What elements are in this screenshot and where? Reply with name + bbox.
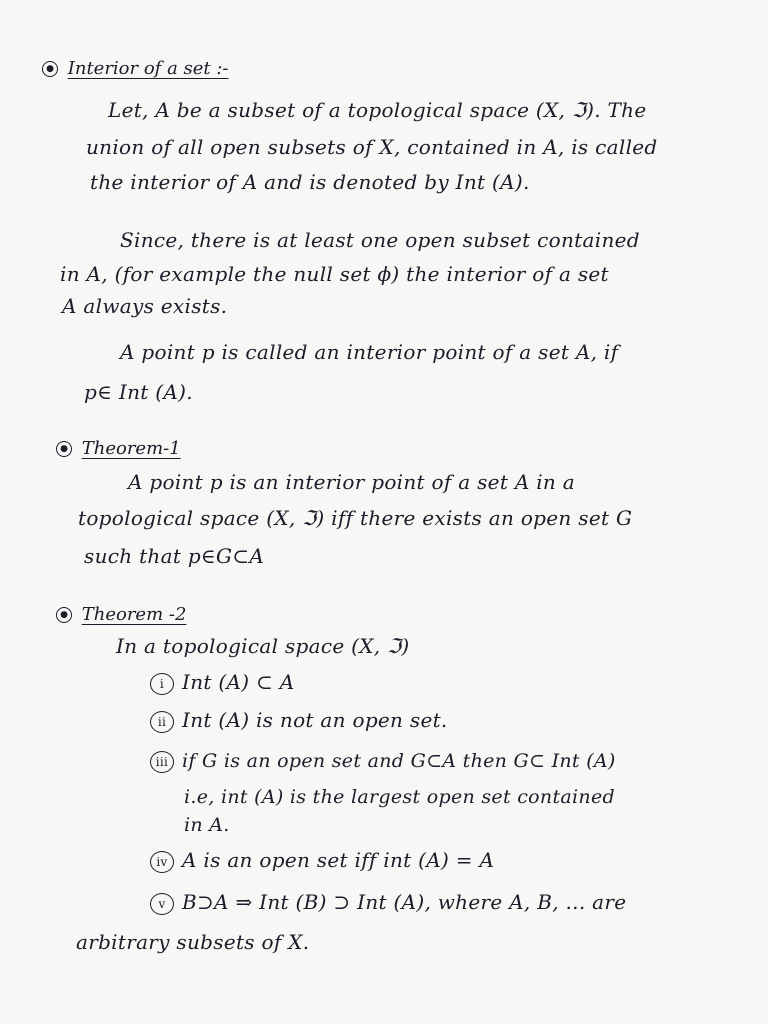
definition-line-3: the interior of A and is denoted by Int (A). bbox=[90, 170, 530, 194]
existence-line-1: Since, there is at least one open subset contained bbox=[120, 228, 640, 252]
theorem-1-line-1: A point p is an interior point of a set A in a bbox=[128, 470, 575, 494]
roman-numeral-badge: ii bbox=[150, 711, 174, 733]
existence-line-2: in A, (for example the null set ϕ) the interior of a set bbox=[60, 262, 609, 286]
roman-numeral-badge: v bbox=[150, 893, 174, 915]
theorem-2-item-3 bbox=[150, 750, 616, 773]
bullet-icon: ● bbox=[56, 607, 72, 623]
existence-line-3: A always exists. bbox=[62, 294, 228, 318]
item-text: if G is an open set and G⊂A then G⊂ Int (A) bbox=[182, 750, 616, 772]
theorem-2-item-5 bbox=[150, 890, 626, 915]
theorem-2-closing: arbitrary subsets of X. bbox=[76, 930, 310, 954]
definition-line-1: Let, A be a subset of a topological space (X, ℑ). The bbox=[108, 98, 647, 122]
theorem-1-line-3: such that p∈G⊂A bbox=[84, 544, 265, 568]
item-text: B⊃A ⇒ Int (B) ⊃ Int (A), where A, B, ... are bbox=[182, 890, 627, 914]
section-heading-theorem-1 bbox=[56, 438, 181, 459]
section-heading-interior bbox=[42, 58, 229, 79]
roman-numeral-badge: i bbox=[150, 673, 174, 695]
bullet-icon: ● bbox=[42, 61, 58, 77]
theorem-2-item-1 bbox=[150, 670, 294, 695]
item-text: Int (A) is not an open set. bbox=[182, 708, 448, 732]
heading-text: Theorem-1 bbox=[81, 438, 181, 459]
section-heading-theorem-2 bbox=[56, 604, 186, 625]
theorem-2-item-4 bbox=[150, 848, 494, 873]
definition-line-2: union of all open subsets of X, contained in A, is called bbox=[86, 135, 658, 159]
item-text: A is an open set iff int (A) = A bbox=[182, 848, 495, 872]
roman-numeral-badge: iii bbox=[150, 751, 174, 773]
heading-text: Interior of a set :- bbox=[67, 58, 229, 79]
interior-point-line-1: A point p is called an interior point of a set A, if bbox=[120, 340, 619, 364]
bullet-icon: ● bbox=[56, 441, 72, 457]
theorem-2-intro: In a topological space (X, ℑ) bbox=[116, 634, 410, 658]
roman-numeral-badge: iv bbox=[150, 851, 174, 873]
theorem-2-item-3-cont-2: in A. bbox=[184, 814, 230, 836]
theorem-1-line-2: topological space (X, ℑ) iff there exists an open set G bbox=[78, 506, 633, 530]
interior-point-line-2: p∈ Int (A). bbox=[84, 380, 193, 404]
theorem-2-item-3-cont-1: i.e, int (A) is the largest open set contained bbox=[184, 786, 615, 808]
heading-text: Theorem -2 bbox=[81, 604, 187, 625]
item-text: Int (A) ⊂ A bbox=[182, 670, 295, 694]
theorem-2-item-2 bbox=[150, 708, 448, 733]
